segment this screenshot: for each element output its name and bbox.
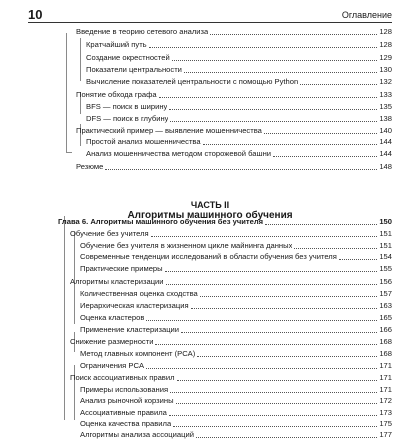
toc-entry-page: 173 — [379, 408, 392, 417]
toc-entry-page: 165 — [379, 313, 392, 322]
toc-entry-text: Резюме — [76, 162, 104, 171]
part-title: Алгоритмы машинного обучения — [127, 210, 293, 221]
toc-entry[interactable] — [80, 396, 392, 406]
toc-entry-text: Кратчайший путь — [86, 40, 147, 49]
toc-entry-page: 157 — [379, 289, 392, 298]
leader-dots — [294, 247, 377, 249]
toc-entry-page: 144 — [379, 137, 392, 146]
leader-dots — [196, 436, 377, 438]
leader-dots — [146, 319, 377, 321]
page-number: 10 — [28, 7, 43, 22]
toc-entry-text: Снижение размерности — [70, 337, 154, 346]
toc-entry-page: 171 — [379, 385, 392, 394]
toc-entry[interactable] — [86, 65, 392, 75]
toc-entry-text: Современные тенденции исследований в области обучения без учителя — [80, 252, 337, 261]
toc-chapter[interactable] — [58, 217, 392, 227]
leader-dots — [105, 168, 377, 170]
toc-entry[interactable] — [80, 252, 392, 262]
toc-entry-text: Метод главных компонент (PCA) — [80, 349, 196, 358]
toc-entry[interactable] — [70, 337, 392, 347]
leader-dots — [169, 414, 377, 416]
toc-entry-page: 171 — [379, 361, 392, 370]
toc-entry-page: 156 — [379, 277, 392, 286]
toc-entry-text: Применение кластеризации — [80, 325, 180, 334]
leader-dots — [339, 258, 377, 260]
toc-entry-text: Ассоциативные правила — [80, 408, 167, 417]
leader-dots — [197, 355, 377, 357]
toc-entry-text: Практический пример — выявление мошенничества — [76, 126, 262, 135]
toc-entry-page: 168 — [379, 349, 392, 358]
toc-entry[interactable] — [80, 419, 392, 429]
toc-entry-page: 154 — [379, 252, 392, 261]
toc-entry-page: 133 — [379, 90, 392, 99]
toc-entry-text: Понятие обхода графа — [76, 90, 157, 99]
toc-entry-page: 168 — [379, 337, 392, 346]
toc-entry-text: Иерархическая кластеризация — [80, 301, 189, 310]
toc-entry-page: 144 — [379, 149, 392, 158]
leader-dots — [159, 96, 378, 98]
toc-entry-page: 151 — [379, 229, 392, 238]
leader-dots — [181, 331, 377, 333]
toc-entry[interactable] — [80, 289, 392, 299]
leader-dots — [169, 108, 377, 110]
toc-entry[interactable] — [86, 102, 392, 112]
leader-dots — [166, 283, 378, 285]
leader-dots — [273, 155, 377, 157]
toc-entry[interactable] — [86, 77, 392, 87]
toc-entry[interactable] — [76, 162, 392, 172]
toc-entry-text: Алгоритмы кластеризации — [70, 277, 164, 286]
toc-entry-page: 163 — [379, 301, 392, 310]
toc-entry-text: DFS — поиск в глубину — [86, 114, 169, 123]
toc-entry-page: 171 — [379, 373, 392, 382]
toc-entry-page: 172 — [379, 396, 392, 405]
toc-entry-text: Оценка качества правила — [80, 419, 172, 428]
toc-entry[interactable] — [80, 313, 392, 323]
leader-dots — [170, 391, 377, 393]
toc-entry[interactable] — [86, 114, 392, 124]
toc-entry-text: Создание окрестностей — [86, 53, 170, 62]
leader-dots — [200, 295, 378, 297]
toc-entry-text: Количественная оценка сходства — [80, 289, 198, 298]
toc-entry[interactable] — [76, 90, 392, 100]
toc-entry-text: Обучение без учителя — [70, 229, 149, 238]
page-header — [28, 6, 392, 23]
toc-entry[interactable] — [86, 149, 392, 159]
toc-entry-text: BFS — поиск в ширину — [86, 102, 168, 111]
toc-entry-text: Обучение без учителя в жизненном цикле майнинга данных — [80, 241, 293, 250]
toc-entry[interactable] — [70, 373, 392, 383]
toc-entry-page: 177 — [379, 430, 392, 439]
toc-entry-text: Поиск ассоциативных правил — [70, 373, 175, 382]
leader-dots — [165, 270, 378, 272]
toc-entry[interactable] — [76, 126, 392, 136]
toc-entry[interactable] — [80, 385, 392, 395]
leader-dots — [173, 425, 377, 427]
leader-dots — [146, 367, 377, 369]
toc-entry[interactable] — [80, 325, 392, 335]
leader-dots — [151, 235, 378, 237]
toc-entry-text: Простой анализ мошенничества — [86, 137, 201, 146]
toc-entry[interactable] — [86, 40, 392, 50]
leader-dots — [177, 379, 378, 381]
toc-entry[interactable] — [80, 241, 392, 251]
toc-entry-page: 130 — [379, 65, 392, 74]
leader-dots — [210, 33, 377, 35]
toc-entry[interactable] — [86, 137, 392, 147]
toc-entry-page: 148 — [379, 162, 392, 171]
running-head: Оглавление — [341, 10, 392, 20]
toc-entry-page: 132 — [379, 77, 392, 86]
toc-entry[interactable] — [80, 408, 392, 418]
toc-entry-text: Глава 6. Алгоритмы машинного обучения без учителя — [58, 217, 264, 226]
toc-entry-text: Примеры использования — [80, 385, 169, 394]
toc-entry-text: Анализ мошенничества методом сторожевой башни — [86, 149, 272, 158]
part-label: ЧАСТЬ II — [190, 200, 230, 210]
toc-entry-text: Практические примеры — [80, 264, 163, 273]
toc-entry-page: 175 — [379, 419, 392, 428]
toc-entry-page: 151 — [379, 241, 392, 250]
toc-entry-page: 166 — [379, 325, 392, 334]
toc-entry-text: Введение в теорию сетевого анализа — [76, 27, 209, 36]
toc-entry-page: 129 — [379, 53, 392, 62]
toc-entry[interactable] — [80, 349, 392, 359]
toc-entry-text: Вычисление показателей центральности с помощью Python — [86, 77, 299, 86]
leader-dots — [149, 46, 378, 48]
toc-entry[interactable] — [80, 430, 392, 440]
leader-dots — [172, 59, 378, 61]
leader-dots — [155, 343, 377, 345]
toc-entry-text: Анализ рыночной корзины — [80, 396, 174, 405]
toc-entry-page: 135 — [379, 102, 392, 111]
leader-dots — [184, 71, 377, 73]
toc-entry-text: Алгоритмы анализа ассоциаций — [80, 430, 194, 439]
leader-dots — [170, 120, 377, 122]
toc-entry[interactable] — [80, 264, 392, 274]
toc-entry-page: 155 — [379, 264, 392, 273]
toc-entry-page: 140 — [379, 126, 392, 135]
toc-entry[interactable] — [70, 277, 392, 287]
leader-dots — [176, 402, 378, 404]
toc-entry-text: Ограничения PCA — [80, 361, 145, 370]
toc-entry[interactable] — [80, 361, 392, 371]
toc-entry[interactable] — [80, 301, 392, 311]
toc-entry[interactable] — [86, 53, 392, 63]
toc-entry-page: 150 — [379, 217, 392, 226]
toc-entry-page: 128 — [379, 40, 392, 49]
leader-dots — [265, 223, 377, 225]
leader-dots — [264, 132, 377, 134]
toc-entry-page: 138 — [379, 114, 392, 123]
leader-dots — [300, 83, 377, 85]
leader-dots — [203, 143, 378, 145]
toc-entry-text: Оценка кластеров — [80, 313, 145, 322]
leader-dots — [191, 307, 378, 309]
toc-entry[interactable] — [70, 229, 392, 239]
toc-entry-page: 128 — [379, 27, 392, 36]
toc-entry-text: Показатели центральности — [86, 65, 182, 74]
toc-entry[interactable] — [76, 27, 392, 37]
